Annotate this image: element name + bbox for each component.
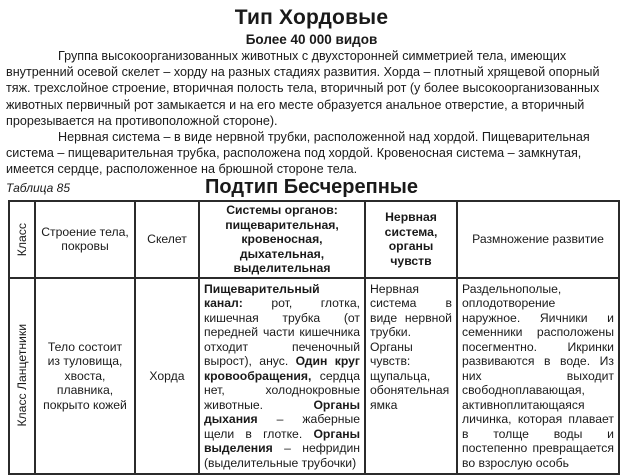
digestive-text: рот, глотка, кишечная трубка (от передней части кишечника отходит печеночный вырост), анус.: [204, 296, 361, 368]
intro-paragraph-2: Нервная система – в виде нервной трубки, расположенной над хордой. Пищеварительная система – пищеварительная трубка, расположена под хордой. Кровеносная система – замкнутая, имеется сердце, расположенное на брюшной стороне тела.: [6, 130, 590, 177]
cell-nervous: Нервная система в виде нервной трубки. Органы чувств: щупальца, обонятельная ямка: [365, 278, 457, 475]
table-header-row: [9, 201, 619, 278]
table-label: Таблица 85: [6, 181, 71, 195]
cell-structure: Тело состоит из туловища, хвоста, плавника, покрыто кожей: [35, 278, 135, 475]
page-title: Тип Хордовые: [234, 6, 389, 29]
header-structure: Строение тела, покровы: [35, 201, 135, 278]
cell-reproduction: Раздельнополые, оплодотворение наружное. Яичники и семенники расположены посегментно. Икринки развиваются в воде. Из них выходит свободноплавающая, активноплитающаяся личинка, которая плавает в толще воды и постепенно превращается во взрослую особь: [457, 278, 619, 475]
respiration-text: – жаберные щели в глотке.: [204, 412, 361, 441]
header-nervous: Нервная система, органы чувств: [365, 201, 457, 278]
cell-skeleton: Хорда: [135, 278, 199, 475]
cell-class: Класс Ланцетники: [9, 278, 35, 475]
header-skeleton: Скелет: [135, 201, 199, 278]
species-count: Более 40 000 видов: [245, 32, 378, 47]
excretion-title: Органы выделения: [204, 426, 360, 455]
excretion-text: – нефридин (выделительные трубочки): [204, 441, 361, 470]
cell-organs: [199, 278, 365, 475]
intro-paragraph-1: Группа высокоорганизованных животных с двухсторонней симметрией тела, имеющих внутренний осевой скелет – хорду на разных стадиях развития. Хорда – плотный хрящевой опорный тяж. трехслойное строение, вторичная полость тела, вторичный рот (у более высокоорганизованных животных первичный рот замыкается и на его месте образуется анальное отверстие, а вторичный прорезывается на противоположной стороне).: [6, 49, 600, 128]
circulation-text: сердца нет, холоднокровные животные.: [204, 368, 360, 412]
header-class: Класс: [9, 201, 35, 278]
respiration-title: Органы дыхания: [204, 397, 360, 426]
circulation-title: Один круг кровообращения,: [204, 354, 361, 383]
header-reproduction: Размножение развитие: [457, 201, 619, 278]
subtype-title: Подтип Бесчерепные: [204, 176, 419, 198]
digestive-title: Пищеварительный канал:: [204, 281, 320, 310]
header-organs: Системы органов: пищеварительная, кровеносная, дыхательная, выделительная: [199, 201, 365, 278]
intro-text: [6, 48, 618, 178]
table-row: [9, 278, 619, 475]
classification-table: [8, 200, 620, 475]
